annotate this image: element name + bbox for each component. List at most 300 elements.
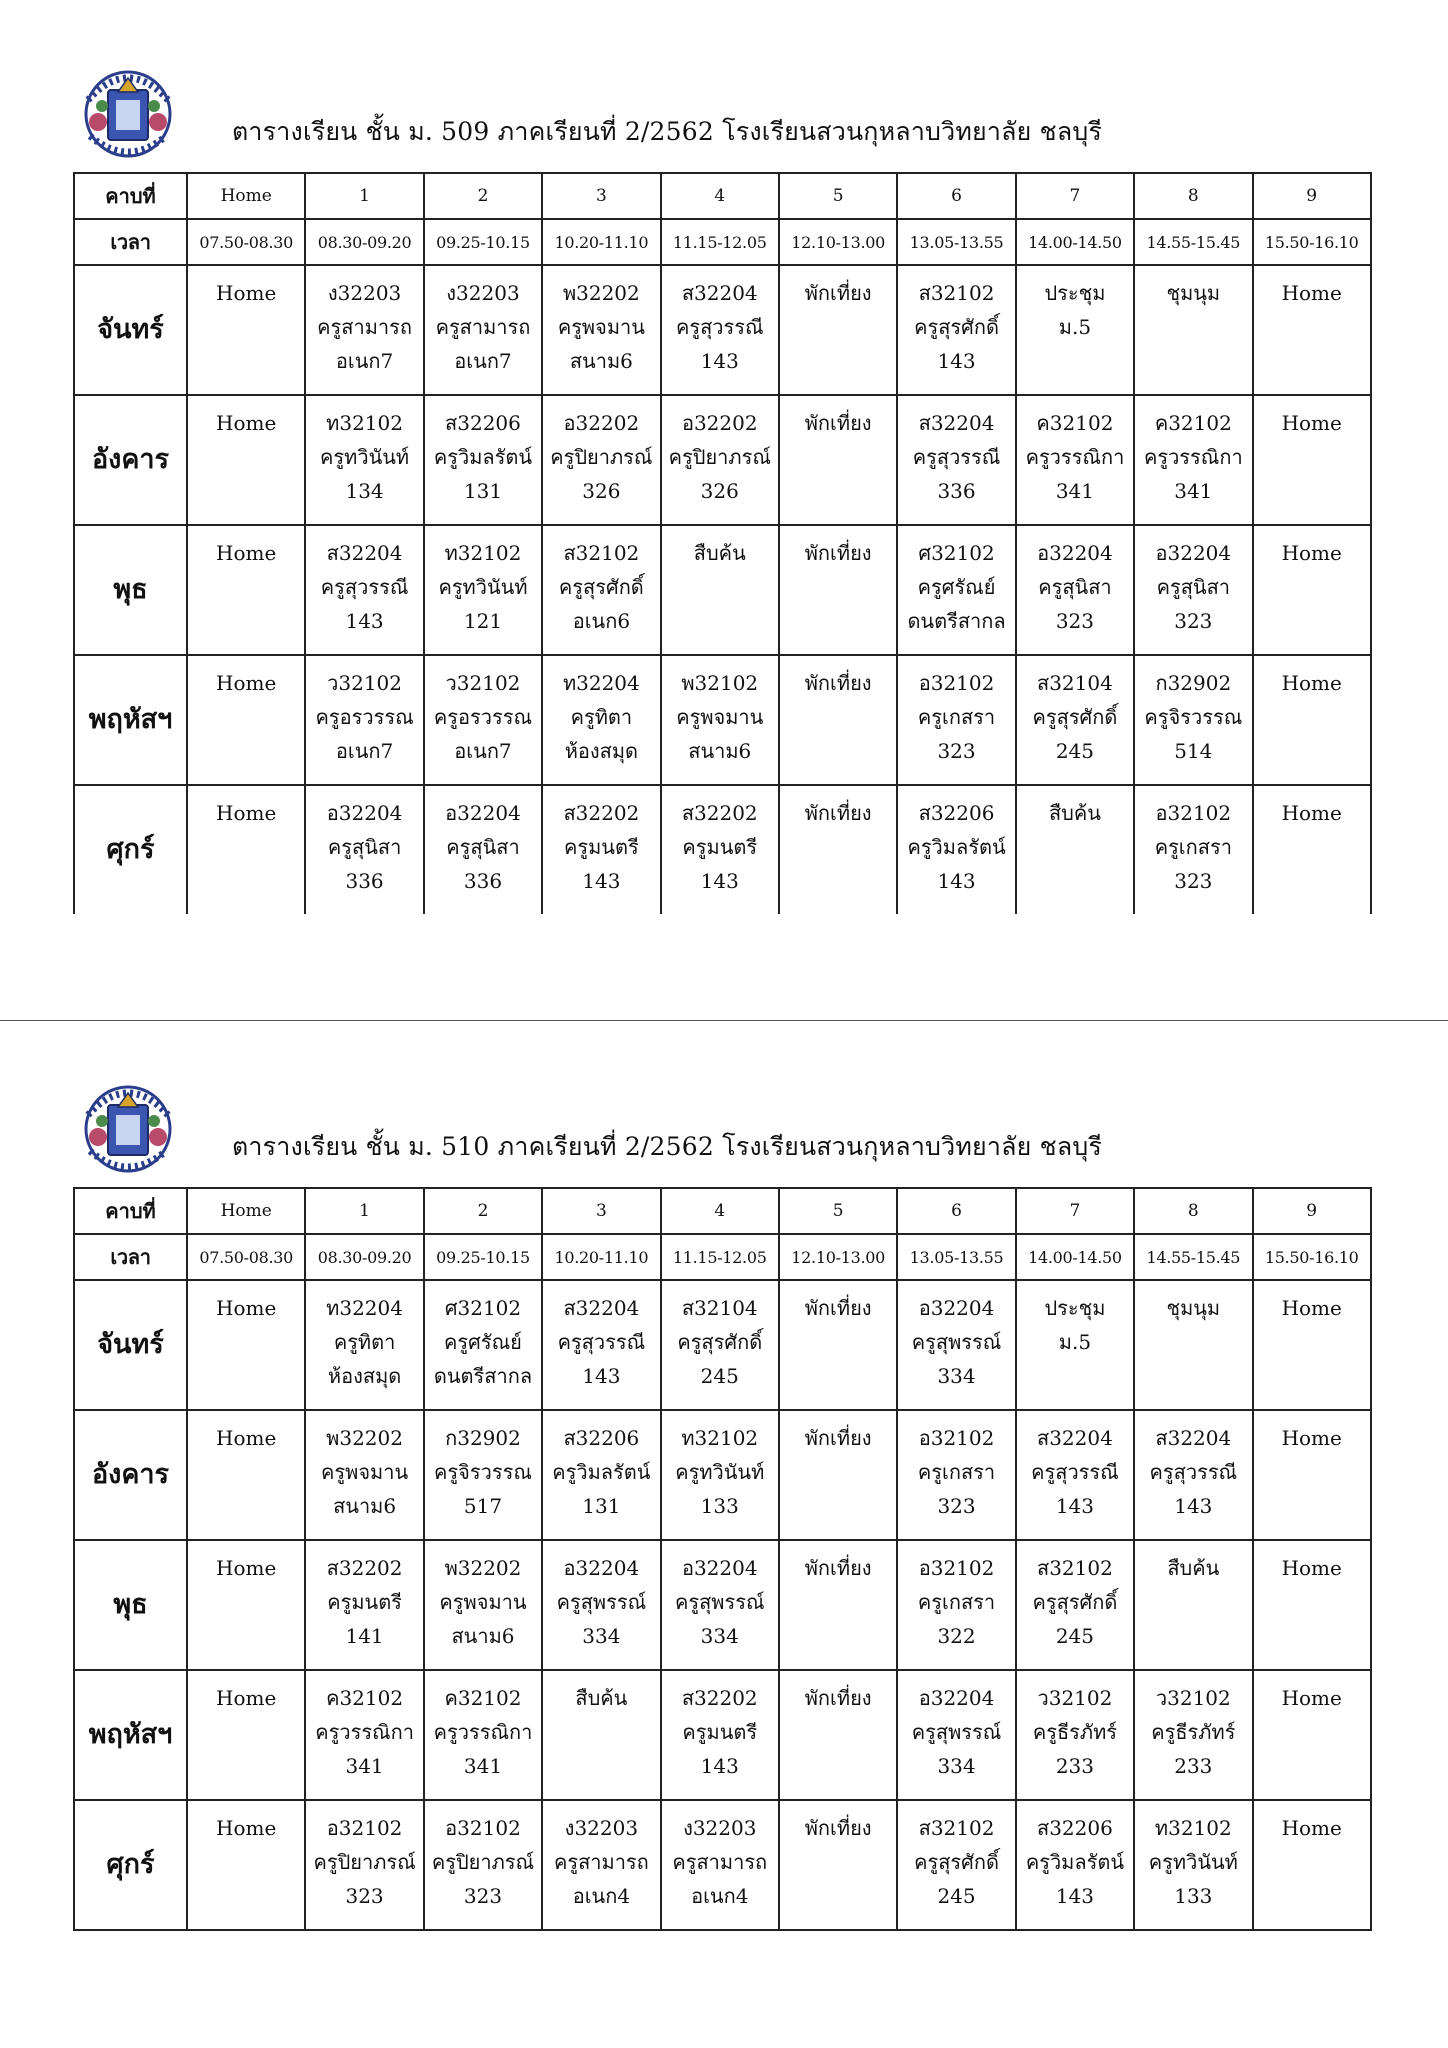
class-cell-line: อเนก7 [454,349,512,373]
class-cell-line: ง32203 [446,281,520,305]
class-cell-line: ครูสุนิสา [327,835,402,859]
class-cell-line: สนาม6 [569,349,633,373]
period-number: 9 [1253,1188,1371,1234]
class-cell-line: ม.5 [1058,315,1092,339]
class-cell [779,395,897,525]
class-cell-line: ครูเกสรา [917,1590,996,1614]
class-cell-line: ประชุม [1044,1296,1106,1320]
class-cell [542,395,660,525]
day-row [74,1280,1371,1410]
class-cell-line: ก32902 [1155,671,1232,695]
class-cell-line: ครูทิตา [570,705,633,729]
class-cell-line: ส32204 [1037,1426,1113,1450]
class-cell-line: ห้องสมุด [564,739,639,763]
class-cell-line: ศ32102 [918,541,995,565]
class-cell-line: 143 [1055,1884,1095,1908]
class-cell [187,265,305,395]
class-cell-line: 143 [1055,1494,1095,1518]
class-cell [1253,785,1371,914]
period-number: 8 [1134,173,1252,219]
period-number: 6 [897,173,1015,219]
class-cell-line: ส32104 [681,1296,758,1320]
class-cell [1253,655,1371,785]
class-cell [1253,525,1371,655]
period-number: 9 [1253,173,1371,219]
class-cell [187,1670,305,1800]
day-row [74,525,1371,655]
class-cell [542,1800,660,1930]
class-cell-line: ท32204 [326,1296,403,1320]
time-slot: 12.10-13.00 [779,219,897,265]
class-cell [542,1540,660,1670]
day-name: ศุกร์ [74,1800,187,1930]
period-number: 1 [305,173,423,219]
day-row [74,395,1371,525]
class-cell-line: 143 [582,869,621,893]
class-cell-line: Home [216,411,277,435]
class-cell-line: ส32102 [918,281,995,305]
class-cell [897,1280,1015,1410]
class-cell-line: Home [1281,541,1342,565]
class-cell-line: ส32202 [326,1556,403,1580]
class-cell [187,1540,305,1670]
class-cell-line: ครูวิมลรัตน์ [1025,1850,1125,1874]
class-cell-line: ท32102 [444,541,522,565]
school-logo [78,60,178,164]
class-cell-line: ก32902 [445,1426,521,1450]
class-cell-line: 336 [463,869,503,893]
class-cell-line: ครูสุรศักดิ์ [558,575,644,599]
class-cell-line: ส32206 [1037,1816,1113,1840]
period-number: 4 [661,1188,779,1234]
class-cell-line: ครูสุนิสา [446,835,520,859]
class-cell-line: Home [1281,1296,1342,1320]
time-slot: 07.50-08.30 [187,219,305,265]
time-slot: 15.50-16.10 [1253,219,1371,265]
class-cell-line: ครูทิตา [333,1330,396,1354]
class-cell-line: อเนก7 [335,739,394,763]
class-cell-line: ส32102 [563,541,640,565]
class-cell-line: 245 [1055,739,1095,763]
class-cell-line: ครูสุนิสา [1156,575,1231,599]
class-cell-line: ครูวิมลรัตน์ [907,835,1006,859]
class-cell [1134,1800,1252,1930]
class-cell-line: พักเที่ยง [804,281,872,305]
class-cell-line: อ32102 [918,671,995,695]
class-cell-line: ครูจิรวรรณ [434,1460,532,1484]
class-cell-line: Home [1281,1686,1342,1710]
class-cell-line: 517 [463,1494,503,1518]
class-cell-line: สืบค้น [1167,1556,1220,1580]
timetable [73,1187,1372,1931]
class-cell-line: อ32204 [681,1556,758,1580]
class-cell-line: ครูสามารถ [672,1850,768,1874]
class-cell-line: ครูศรัณย์ [917,575,996,599]
class-cell [305,655,423,785]
day-name: อังคาร [74,1410,187,1540]
class-cell-line: 323 [345,1884,384,1908]
period-number: 8 [1134,1188,1252,1234]
class-cell [542,655,660,785]
class-cell-line: 514 [1174,739,1213,763]
class-cell-line: 336 [345,869,384,893]
class-cell-line: อ32102 [918,1556,995,1580]
schedule-title: ตารางเรียน ชั้น ม. 509 ภาคเรียนที่ 2/2562 โรงเรียนสวนกุหลาบวิทยาลัย ชลบุรี [232,117,1103,146]
day-name: พฤหัสฯ [74,1670,187,1800]
class-cell-line: อเนก6 [572,609,631,633]
class-cell-line: อ32102 [326,1816,403,1840]
class-cell [779,1800,897,1930]
class-cell [305,525,423,655]
class-cell-line: พักเที่ยง [804,541,872,565]
time-slot: 14.00-14.50 [1016,1234,1134,1280]
class-cell-line: ครูสุรศักดิ์ [677,1330,763,1354]
class-cell-line: 143 [345,609,384,633]
class-cell [424,1280,542,1410]
class-cell-line: อ32204 [1037,541,1113,565]
time-slot: 08.30-09.20 [305,1234,423,1280]
class-cell-line: ดนตรีสากล [433,1364,533,1388]
class-cell [542,265,660,395]
class-cell-line: ท32102 [1154,1816,1232,1840]
class-cell-line: พ32202 [562,281,640,305]
class-cell [542,1280,660,1410]
class-cell-line: Home [1281,801,1342,825]
class-cell-line: ครูจิรวรรณ [1144,705,1243,729]
class-cell-line: อ32102 [1155,801,1232,825]
class-cell-line: อ32204 [326,801,403,825]
class-cell [1253,265,1371,395]
class-cell-line: ชุมนุม [1166,1296,1221,1320]
class-cell-line: พ32102 [681,671,759,695]
class-cell-line: ครูสุพรรณ์ [674,1590,765,1614]
class-cell [1134,1540,1252,1670]
class-cell-line: ท32204 [562,671,640,695]
class-cell [1134,265,1252,395]
class-cell-line: 143 [700,869,739,893]
time-label: เวลา [74,219,187,265]
class-cell-line: ส32206 [445,411,521,435]
period-number: Home [187,1188,305,1234]
time-slot: 14.00-14.50 [1016,219,1134,265]
class-cell-line: ครูสุพรรณ์ [911,1720,1002,1744]
period-number: 6 [897,1188,1015,1234]
class-cell-line: พักเที่ยง [804,801,872,825]
class-cell [1134,1670,1252,1800]
class-cell-line: สืบค้น [1048,801,1101,825]
class-cell [187,655,305,785]
class-cell-line: ครูสามารถ [553,1850,649,1874]
class-cell [1016,1670,1134,1800]
class-cell-line: 121 [463,609,503,633]
class-cell-line: Home [1281,411,1342,435]
class-cell-line: ครูปิยาภรณ์ [313,1850,416,1874]
class-cell [424,655,542,785]
class-cell [897,525,1015,655]
period-header-row [74,1188,1371,1234]
class-cell-line: 334 [582,1624,621,1648]
time-header-row [74,1234,1371,1280]
class-cell-line: ครูสุวรรณี [675,315,764,339]
class-cell-line: 143 [937,869,976,893]
class-cell [1016,525,1134,655]
class-cell-line: ครูสุรศักดิ์ [914,315,999,339]
class-cell-line: สนาม6 [688,739,752,763]
class-cell-line: Home [1281,671,1342,695]
class-cell-line: ครูสุวรรณี [1031,1460,1119,1484]
class-cell-line: ค32102 [326,1686,404,1710]
class-cell [779,1410,897,1540]
class-cell-line: Home [216,1816,277,1840]
class-cell-line: ง32203 [327,281,402,305]
class-cell-line: ครูธีรภัทร์ [1032,1720,1118,1744]
class-cell [1253,1540,1371,1670]
class-cell [1016,1280,1134,1410]
class-cell-line: ส32204 [326,541,403,565]
class-cell-line: 323 [1055,609,1095,633]
class-cell [897,655,1015,785]
class-cell-line: ครูสุวรรณี [1149,1460,1238,1484]
time-slot: 12.10-13.00 [779,1234,897,1280]
class-cell [1253,1280,1371,1410]
period-number: 3 [542,173,660,219]
class-cell-line: สืบค้น [693,541,746,565]
class-cell [305,1280,423,1410]
class-cell-line: ท32102 [681,1426,759,1450]
class-cell-line: 143 [1174,1494,1213,1518]
class-cell-line: อเนก7 [335,349,394,373]
period-header-row [74,173,1371,219]
class-cell [305,1670,423,1800]
class-cell [1016,785,1134,914]
class-cell-line: 323 [937,739,976,763]
class-cell-line: 334 [937,1754,976,1778]
class-cell-line: ครูเกสรา [917,1460,996,1484]
class-cell-line: 341 [1174,479,1213,503]
class-cell [661,1280,779,1410]
class-cell [779,1670,897,1800]
class-cell-line: 134 [345,479,384,503]
class-cell [187,785,305,914]
class-cell-line: ครูปิยาภรณ์ [668,445,771,469]
class-cell-line: Home [1281,281,1342,305]
class-cell [1134,395,1252,525]
class-cell-line: อ32204 [563,1556,640,1580]
class-cell [305,395,423,525]
class-cell [897,395,1015,525]
class-cell-line: ส32102 [1037,1556,1113,1580]
class-cell-line: Home [216,1426,277,1450]
class-cell-line: ครูมนตรี [564,835,639,859]
class-cell-line: ว32102 [445,671,521,695]
class-cell-line: 341 [1055,479,1095,503]
class-cell-line: ม.5 [1058,1330,1092,1354]
day-row [74,1800,1371,1930]
class-cell-line: ครูสุวรรณี [912,445,1001,469]
class-cell [542,1670,660,1800]
time-label: เวลา [74,1234,187,1280]
time-slot: 11.15-12.05 [661,219,779,265]
class-cell-line: อ32204 [918,1296,995,1320]
time-slot: 13.05-13.55 [897,219,1015,265]
class-cell [779,1540,897,1670]
class-cell [897,265,1015,395]
class-cell-line: ครูพจมาน [321,1460,409,1484]
class-cell [1253,1670,1371,1800]
class-cell-line: ครูสุรศักดิ์ [914,1850,999,1874]
class-cell-line: ครูอรวรรณ [315,705,414,729]
class-cell [1016,265,1134,395]
class-cell-line: ดนตรีสากล [907,609,1006,633]
class-cell [661,1670,779,1800]
class-cell-line: ครูสุพรรณ์ [556,1590,647,1614]
period-number: 7 [1016,173,1134,219]
class-cell [661,1410,779,1540]
school-logo [78,1075,178,1179]
class-cell-line: ครูมนตรี [682,835,758,859]
period-label: คาบที่ [74,173,187,219]
class-cell-line: อ32102 [918,1426,995,1450]
class-cell-line: ครูสุนิสา [1038,575,1112,599]
class-cell [1253,1410,1371,1540]
day-row [74,1410,1371,1540]
class-cell-line: ง32203 [683,1816,757,1840]
class-cell [1016,395,1134,525]
class-cell-line: ครูเกสรา [1154,835,1232,859]
class-cell-line: ครูวรรณิกา [1143,445,1243,469]
class-cell-line: ห้องสมุด [327,1364,402,1388]
class-cell [187,1280,305,1410]
class-cell-line: ครูวรรณิกา [433,1720,533,1744]
class-cell-line: Home [1281,1426,1342,1450]
class-cell-line: Home [216,281,277,305]
class-cell-line: ครูวิมลรัตน์ [433,445,533,469]
class-cell [187,1800,305,1930]
class-cell-line: ครูพจมาน [676,705,764,729]
time-slot: 11.15-12.05 [661,1234,779,1280]
class-cell [779,525,897,655]
day-name: พฤหัสฯ [74,655,187,785]
class-cell-line: 143 [700,1754,739,1778]
class-cell [542,1410,660,1540]
class-cell-line: ส32202 [681,801,758,825]
class-cell [1016,655,1134,785]
class-cell-line: Home [216,541,277,565]
period-number: 2 [424,1188,542,1234]
time-header-row [74,219,1371,265]
class-cell-line: ครูอรวรรณ [433,705,533,729]
class-cell-line: ง32203 [564,1816,639,1840]
class-cell-line: สนาม6 [333,1494,397,1518]
time-slot: 07.50-08.30 [187,1234,305,1280]
class-cell-line: ค32102 [444,1686,522,1710]
class-cell-line: พักเที่ยง [804,411,872,435]
period-number: 3 [542,1188,660,1234]
class-cell [424,785,542,914]
page-divider [0,1020,1448,1021]
class-cell-line: Home [1281,1556,1342,1580]
schedule-title: ตารางเรียน ชั้น ม. 510 ภาคเรียนที่ 2/2562 โรงเรียนสวนกุหลาบวิทยาลัย ชลบุรี [232,1132,1103,1161]
class-cell-line: 131 [582,1494,621,1518]
day-row [74,785,1371,914]
class-cell-line: ศ32102 [444,1296,522,1320]
class-cell-line: 233 [1055,1754,1095,1778]
class-cell-line: พักเที่ยง [804,1816,872,1840]
class-cell-line: ส32202 [681,1686,758,1710]
class-cell-line: พักเที่ยง [804,671,872,695]
class-cell [897,1410,1015,1540]
class-cell-line: Home [216,1556,277,1580]
class-cell-line: ส32206 [563,1426,640,1450]
class-cell [1134,655,1252,785]
class-cell-line: 322 [937,1624,976,1648]
class-cell [424,1670,542,1800]
day-row [74,655,1371,785]
class-cell-line: ว32102 [1155,1686,1231,1710]
class-cell [305,265,423,395]
class-cell [424,525,542,655]
class-cell [661,785,779,914]
class-cell-line: ชุมนุม [1166,281,1221,305]
class-cell-line: ครูทวินันท์ [1148,1850,1238,1874]
class-cell-line: พักเที่ยง [804,1296,872,1320]
class-cell-line: Home [216,671,277,695]
timetable [73,172,1372,914]
period-number: 5 [779,173,897,219]
class-cell [305,1540,423,1670]
class-cell [779,265,897,395]
class-cell [661,1540,779,1670]
class-cell-line: อเนก4 [572,1884,631,1908]
class-cell-line: 334 [937,1364,976,1388]
day-name: ศุกร์ [74,785,187,914]
class-cell-line: อเนก7 [454,739,512,763]
class-cell-line: ส32102 [918,1816,995,1840]
class-cell [424,265,542,395]
class-cell-line: 245 [700,1364,739,1388]
class-cell-line: สนาม6 [451,1624,515,1648]
class-cell-line: ส32204 [1155,1426,1232,1450]
class-cell [305,1800,423,1930]
period-number: 1 [305,1188,423,1234]
class-cell-line: ครูสามารถ [435,315,531,339]
day-name: จันทร์ [74,265,187,395]
class-cell-line: อเนก4 [691,1884,749,1908]
class-cell-line: ค32102 [1036,411,1114,435]
class-cell [1134,525,1252,655]
class-cell [1016,1410,1134,1540]
class-cell-line: Home [216,801,277,825]
class-cell-line: ครูสุรศักดิ์ [1032,705,1118,729]
class-cell [424,395,542,525]
time-slot: 14.55-15.45 [1134,1234,1252,1280]
class-cell-line: พ32202 [444,1556,522,1580]
class-cell-line: 143 [937,349,976,373]
period-label: คาบที่ [74,1188,187,1234]
class-cell [1134,1410,1252,1540]
class-cell-line: ส32204 [918,411,995,435]
class-cell-line: 323 [1174,609,1213,633]
class-cell-line: ครูสุวรรณี [320,575,409,599]
class-cell-line: 341 [463,1754,503,1778]
period-number: Home [187,173,305,219]
class-cell-line: Home [1281,1816,1342,1840]
class-cell [897,1670,1015,1800]
day-name: พุธ [74,525,187,655]
class-cell [1016,1800,1134,1930]
class-cell-line: ครูศรัณย์ [444,1330,522,1354]
class-cell [779,785,897,914]
